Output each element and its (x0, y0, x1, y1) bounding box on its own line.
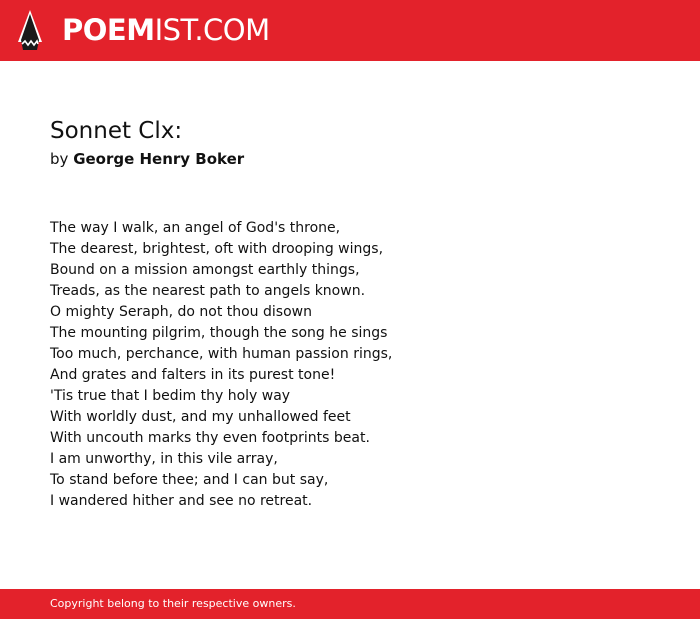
poem-author: George Henry Boker (73, 150, 245, 168)
poem-title: Sonnet Clx: (50, 118, 183, 144)
poem-line: Bound on a mission amongst earthly things, (50, 262, 360, 278)
poem-line: The way I walk, an angel of God's throne, (50, 220, 341, 236)
poem-line: O mighty Seraph, do not thou disown (50, 304, 312, 320)
poem-line: The dearest, brightest, oft with drooping wings, (50, 241, 384, 257)
poem-line: I wandered hither and see no retreat. (50, 493, 313, 509)
poem-line: The mounting pilgrim, though the song he sings (50, 325, 388, 341)
poem-line: To stand before thee; and I can but say, (50, 472, 329, 488)
poem-line: With uncouth marks thy even footprints beat. (50, 430, 370, 446)
poem-line: With worldly dust, and my unhallowed feet (50, 409, 351, 425)
poem-body (50, 218, 392, 512)
poem-line: 'Tis true that I bedim thy holy way (50, 388, 291, 404)
logo-light-text: IST.COM (154, 13, 270, 47)
byline-prefix: by (50, 150, 69, 168)
poem-byline (50, 149, 244, 169)
poem-line: Too much, perchance, with human passion rings, (50, 346, 393, 362)
poem-line: And grates and falters in its purest tone! (50, 367, 336, 383)
poem-line: Treads, as the nearest path to angels known. (50, 283, 366, 299)
logo-bold-text: POEM (62, 13, 155, 47)
copyright-text: Copyright belong to their respective owners. (50, 597, 296, 610)
site-footer (0, 589, 700, 619)
pencil-icon[interactable] (18, 10, 42, 52)
poem-line: I am unworthy, in this vile array, (50, 451, 278, 467)
site-logo[interactable] (62, 12, 270, 48)
site-header (0, 0, 700, 61)
